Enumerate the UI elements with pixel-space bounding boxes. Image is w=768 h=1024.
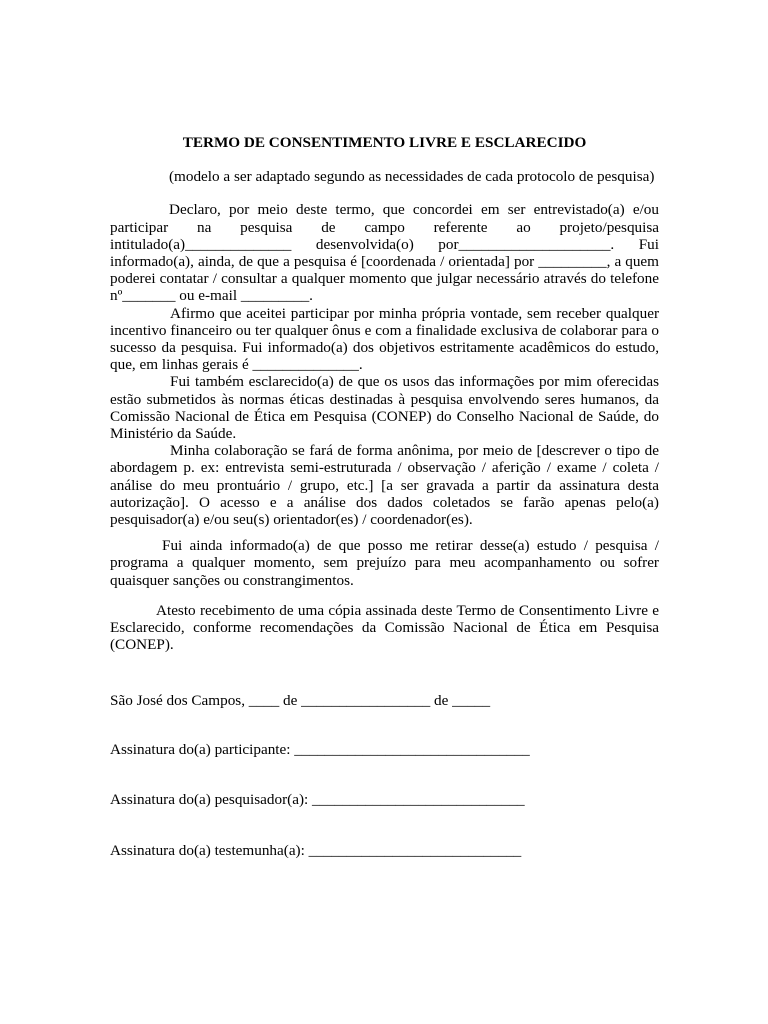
document-subtitle: (modelo a ser adaptado segundo as necessidades de cada protocolo de pesquisa) (169, 168, 655, 186)
date-line: São José dos Campos, ____ de _________________ de _____ (110, 692, 491, 710)
signature-researcher: Assinatura do(a) pesquisador(a): ____________________________ (110, 790, 525, 808)
paragraph-voluntary: Afirmo que aceitei participar por minha própria vontade, sem receber qualquer incentivo financeiro ou ter qualquer ônus e com a finalidade exclusiva de colaborar para o sucesso da pesquisa. Fui informado(a) dos objetivos estritamente acadêmicos do estudo, que, em linhas gerais é ______________. (110, 304, 659, 374)
paragraph-receipt: Atesto recebimento de uma cópia assinada deste Termo de Consentimento Livre e Esclarecido, conforme recomendações da Comissão Nacional de Ética em Pesquisa (CONEP). (110, 601, 659, 654)
signature-witness: Assinatura do(a) testemunha(a): ____________________________ (110, 842, 522, 860)
paragraph-anonymity: Minha colaboração se fará de forma anônima, por meio de [descrever o tipo de abordagem p. ex: entrevista semi-estruturada / observação / aferição / exame / coleta / análise do meu prontuário / grupo, etc.] [a ser gravada a partir da assinatura desta autorização]. O acesso e a análise dos dados coletados se farão apenas pelo(a) pesquisador(a) e/ou seu(s) orientador(es) / coordenador(es). (110, 442, 659, 529)
paragraph-withdrawal: Fui ainda informado(a) de que posso me retirar desse(a) estudo / pesquisa / programa a qualquer momento, sem prejuízo para meu acompanhamento ou sofrer quaisquer sanções ou constrangimentos. (110, 537, 659, 589)
paragraph-ethics: Fui também esclarecido(a) de que os usos das informações por mim oferecidas estão submetidos às normas éticas destinadas à pesquisa envolvendo seres humanos, da Comissão Nacional de Ética em Pesquisa (CONEP) do Conselho Nacional de Saúde, do Ministério da Saúde. (110, 373, 659, 443)
consent-document (110, 134, 659, 859)
document-title: TERMO DE CONSENTIMENTO LIVRE E ESCLARECIDO (182, 134, 587, 151)
paragraph-declaration: Declaro, por meio deste termo, que concordei em ser entrevistado(a) e/ou participar na pesquisa de campo referente ao projeto/pesquisa intitulado(a)______________ desenvolvida(o) por____________________. Fui informado(a), ainda, de que a pesquisa é [coordenada / orientada] por _________, a quem poderei contatar / consultar a qualquer momento que julgar necessário através do telefone nº_______ ou e-mail _________. (110, 201, 659, 305)
signature-participant: Assinatura do(a) participante: _______________________________ (110, 740, 530, 758)
